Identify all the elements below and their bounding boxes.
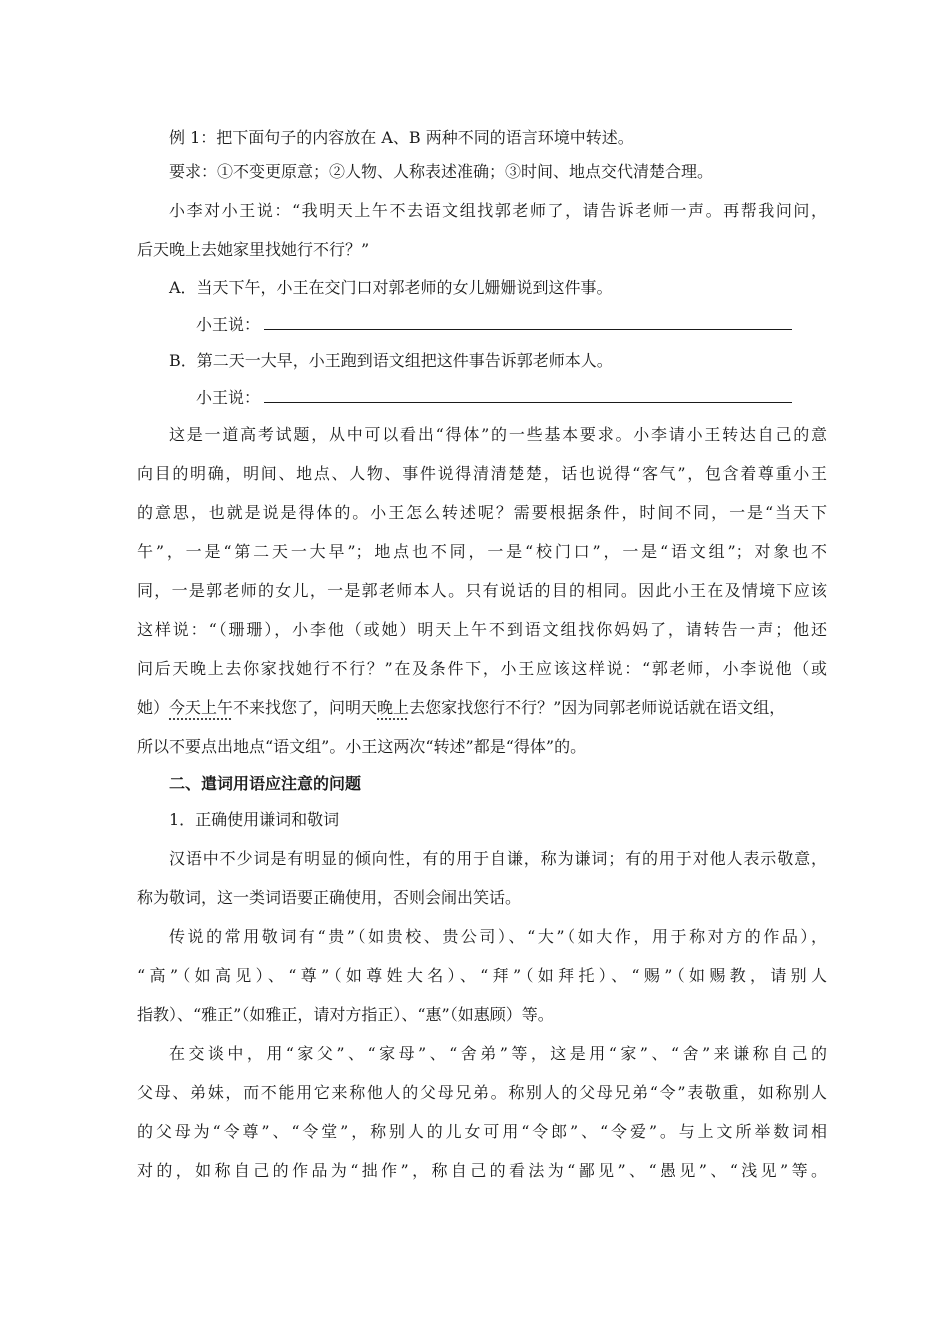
analysis-line-3: 的意思，也就是说是得体的。小王怎么转述呢？需要根据条件，时间不同，一是“当天下 [137, 503, 827, 522]
para1-line-2: 称为敬词，这一类词语要正确使用，否则会闹出笑话。 [137, 888, 522, 907]
para3-line-1: 在交谈中，用“家父”、“家母”、“舍弟”等，这是用“家”、“舍”来谦称自己的 [169, 1044, 827, 1063]
analysis-line-7: 问后天晚上去你家找她行不行？”在及条件下，小王应该这样说：“郭老师，小李说他（或 [137, 659, 827, 678]
requirement-text: 要求：①不变更原意；②人物、人称表述准确；③时间、地点交代清楚合理。 [169, 162, 714, 181]
answer-label-b: 小王说： [196, 388, 261, 407]
section-heading: 二、遣词用语应注意的问题 [169, 774, 362, 793]
para2-line-2: “高”（如高见）、“尊”（如尊姓大名）、“拜”（如拜托）、“赐”（如赐教，请别人 [137, 966, 827, 985]
emphasis-today-morning: 今天上午 [169, 698, 234, 717]
analysis-line-8-part-a: 她） [137, 698, 170, 717]
analysis-line-9: 所以不要点出地点“语文组”。小王这两次“转述”都是“得体”的。 [137, 737, 587, 756]
emphasis-evening: 晚上 [377, 698, 410, 717]
analysis-line-8-part-e: 去您家找您行不行？”因为同郭老师说话就在语文组， [409, 698, 786, 717]
analysis-line-8-part-c: 不来找您了，问明天 [233, 698, 378, 717]
answer-blank-a[interactable] [264, 315, 792, 330]
analysis-line-6: 这样说：“（珊珊），小李他（或她）明天上午不到语文组找你妈妈了，请转告一声；他还 [137, 620, 827, 639]
answer-line-a [196, 315, 792, 335]
analysis-line-8 [137, 698, 785, 718]
para1-line-1: 汉语中不少词是有明显的倾向性，有的用于自谦，称为谦词；有的用于对他人表示敬意， [169, 849, 827, 868]
para3-line-3: 的父母为“令尊”、“令堂”，称别人的儿女可用“令郎”、“令爱”。与上文所举数词相 [137, 1122, 827, 1141]
answer-label-a: 小王说： [196, 315, 261, 334]
option-a: A．当天下午，小王在交门口对郭老师的女儿姗姗说到这件事。 [169, 278, 613, 297]
example-title: 例 1：把下面句子的内容放在 A、B 两种不同的语言环境中转述。 [169, 128, 634, 147]
quote-line-1: 小李对小王说：“我明天上午不去语文组找郭老师了，请告诉老师一声。再帮我问问， [169, 201, 827, 220]
subsection-heading: 1．正确使用谦词和敬词 [169, 810, 340, 829]
quote-line-2: 后天晚上去她家里找她行不行？” [137, 240, 370, 259]
option-b: B．第二天一大早，小王跑到语文组把这件事告诉郭老师本人。 [169, 351, 613, 370]
analysis-line-2: 向目的明确，明间、地点、人物、事件说得清清楚楚，话也说得“客气”，包含着尊重小王 [137, 464, 827, 483]
answer-blank-b[interactable] [264, 388, 792, 403]
para2-line-1: 传说的常用敬词有“贵”（如贵校、贵公司）、“大”（如大作，用于称对方的作品）， [169, 927, 827, 946]
para3-line-4: 对的，如称自己的作品为“拙作”，称自己的看法为“鄙见”、“愚见”、“浅见”等。 [137, 1161, 827, 1180]
analysis-line-4: 午”，一是“第二天一大早”；地点也不同，一是“校门口”，一是“语文组”；对象也不 [137, 542, 827, 561]
para3-line-2: 父母、弟妹，而不能用它来称他人的父母兄弟。称别人的父母兄弟“令”表敬重，如称别人 [137, 1083, 827, 1102]
analysis-line-5: 同，一是郭老师的女儿，一是郭老师本人。只有说话的目的相同。因此小王在及情境下应该 [137, 581, 827, 600]
answer-line-b [196, 388, 792, 408]
para2-line-3: 指教）、“雅正”（如雅正，请对方指正）、“惠”（如惠顾）等。 [137, 1005, 554, 1024]
analysis-line-1: 这是一道高考试题，从中可以看出“得体”的一些基本要求。小李请小王转达自己的意 [169, 425, 827, 444]
